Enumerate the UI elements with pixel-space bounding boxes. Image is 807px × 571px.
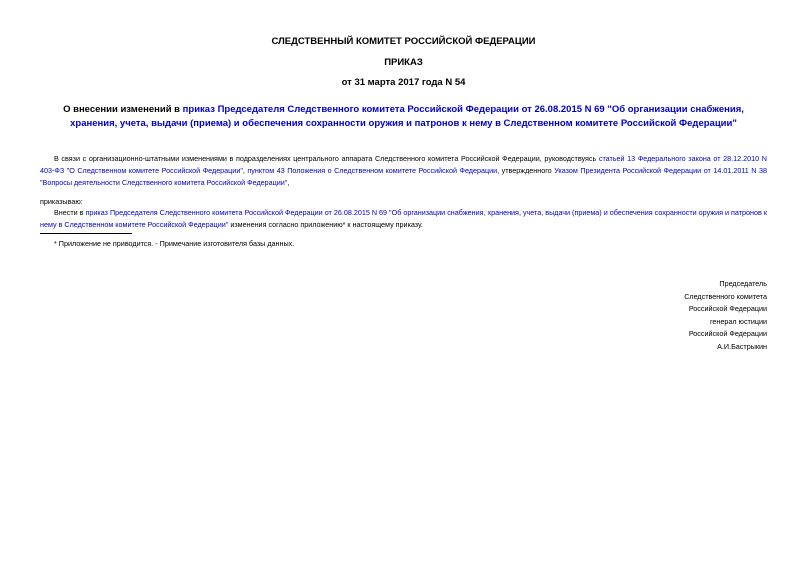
federal-law-link[interactable]: статьей 13 Федерального закона от 28.12.2010 N 403-ФЗ "О Следственном комитете Российской Федерации" (40, 154, 767, 175)
document-date: от 31 марта 2017 года N 54 (341, 77, 466, 88)
footnote: * Приложение не приводится. - Примечание изготовителя базы данных. (54, 239, 295, 248)
signatory-name: А.И.Бастрыкин (717, 341, 767, 351)
signature-line: Следственного комитета (684, 291, 767, 301)
preamble-text-c: , утвержденного (497, 166, 555, 175)
order-paragraph (40, 207, 767, 231)
signature-line: Российской Федерации (688, 329, 767, 338)
signature-line: Российской Федерации (688, 304, 767, 313)
presidential-decree-link[interactable]: Указом Президента Российской Федерации от 14.01.2011 N 38 "Вопросы деятельности Следственного комитета Российской Федерации" (40, 166, 767, 187)
subject-order-link[interactable]: приказ Председателя Следственного комитета Российской Федерации от 26.08.2015 N 69 "Об организации снабжения, хранения, учета, выдачи (приема) и обеспечения сохранности оружия и патронов к нему в Следственном комитете Российской Федерации" (70, 104, 744, 129)
order-text-b: изменения согласно приложению* к настоящему приказу. (228, 220, 423, 229)
signature-block (684, 278, 767, 353)
footnote-divider (40, 233, 132, 234)
preamble-text-b: , (242, 166, 248, 175)
order-text-a: Внести в (54, 208, 86, 217)
subject-prefix: О внесении изменений в (63, 104, 183, 115)
regulation-clause-link[interactable]: пунктом 43 Положения о Следственном комитете Российской Федерации (247, 166, 498, 175)
document-subject (40, 103, 767, 131)
order-keyword: приказываю: (40, 197, 83, 206)
document-type: ПРИКАЗ (384, 57, 423, 68)
signature-line: Председатель (719, 279, 767, 288)
amended-order-link[interactable]: приказ Председателя Следственного комитета Российской Федерации от 26.08.2015 N 69 "Об организации снабжения, хранения, учета, выдачи (приема) и обеспечения сохранности оружия и патронов к нему в Следственном комитете Российской Федерации" (40, 208, 767, 229)
preamble-paragraph (40, 153, 767, 189)
preamble-text-d: , (287, 178, 290, 187)
signature-line: генерал юстиции (709, 316, 767, 326)
organization-title: СЛЕДСТВЕННЫЙ КОМИТЕТ РОССИЙСКОЙ ФЕДЕРАЦИИ (271, 36, 536, 47)
preamble-text-a: В связи с организационно-штатными изменениями в подразделениях центрального аппарата Следственного комитета Российской Федерации, руководствуясь (54, 154, 599, 163)
